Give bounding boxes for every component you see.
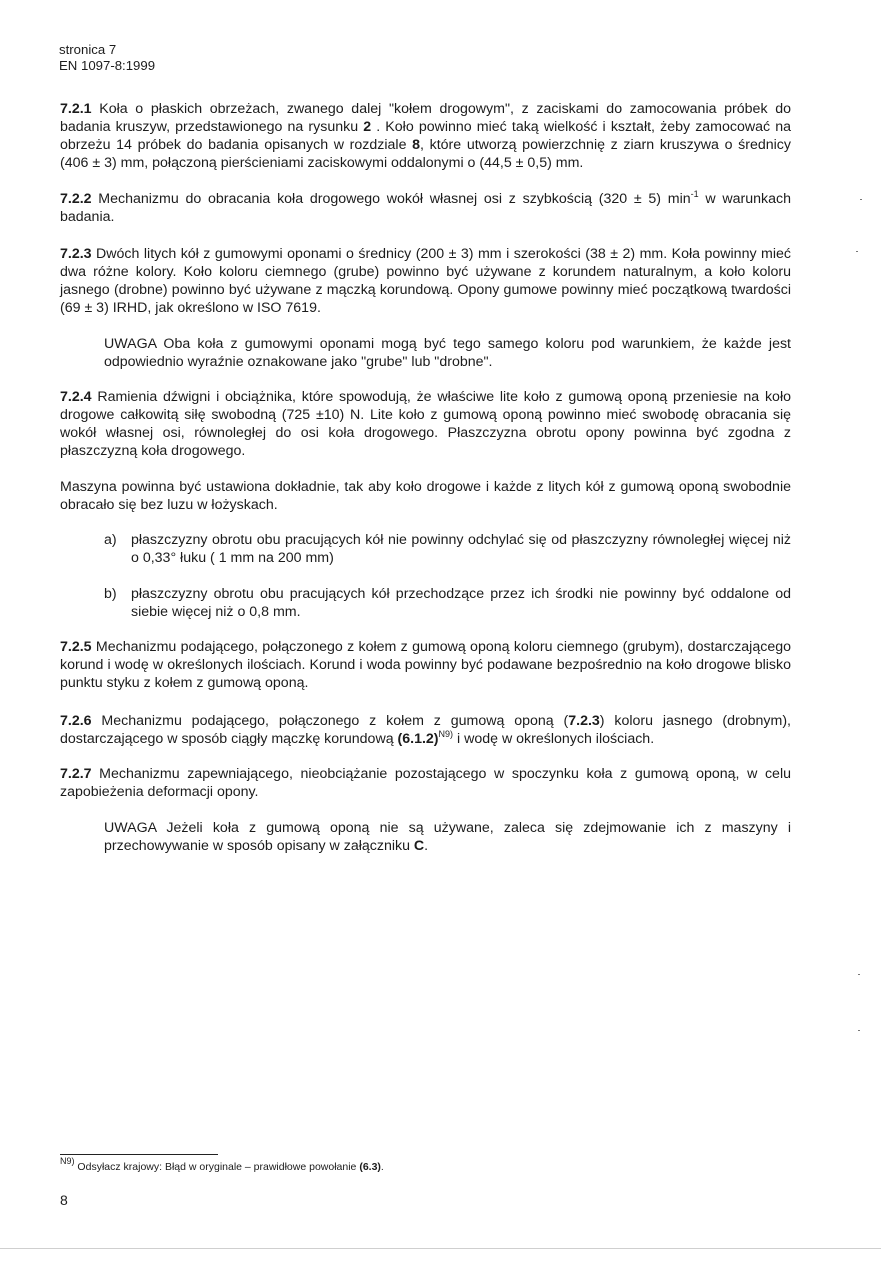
chapter-ref: 8 xyxy=(412,137,421,153)
footnote-divider xyxy=(60,1154,218,1155)
section-number: 7.2.4 xyxy=(60,389,92,405)
page-header xyxy=(59,42,155,74)
section-7-2-1: 7.2.1 Koła o płaskich obrzeżach, zwanego dalej "kołem drogowym", z zaciskami do zamocowania próbek do badania kruszyw, przedstawionego na rysunku 2 . Koło powinno mieć taką wielkość i kształt, żeby zamocować na obrzeżu 14 próbek do badania opisanych w rozdziale 8, które utworzą powierzchnię z ziarn kruszywa o średnicy (406 ± 3) mm, połączoną pierścieniami zaciskowymi oddalonymi o (44,5 ± 0,5) mm. xyxy=(60,101,791,171)
section-7-2-6: 7.2.6 Mechanizmu podającego, połączonego z kołem z gumową oponą (7.2.3) koloru jasnego (drobnym), dostarczającego w sposób ciągły mączkę korundową $(6.1.2)^{N9)}$ i wodę w określonych ilościach. xyxy=(60,713,791,747)
footnote-marker: N9) xyxy=(60,1156,75,1166)
section-7-2-7: 7.2.7 Mechanizmu zapewniającego, nieobciążanie pozostającego w spoczynku koła z gumową oponą, w celu zapobieżenia deformacji opony. xyxy=(60,766,791,800)
section-number: 7.2.7 xyxy=(60,766,92,782)
footnote: $^{N9)}$ Odsyłacz krajowy: Błąd w oryginale – prawidłowe powołanie (6.3). xyxy=(60,1156,384,1173)
section-number: 7.2.2 xyxy=(60,191,92,207)
section-7-2-2: 7.2.2 Mechanizmu do obracania koła drogowego wokół własnej osi z szybkością (320 ± 5) $\min^{-1} w$ warunkach badania. xyxy=(60,189,791,225)
footnote-marker: N9) xyxy=(438,729,454,739)
section-ref: (6.1.2) xyxy=(397,731,439,747)
section-ref: (6.3) xyxy=(359,1161,381,1173)
list-item xyxy=(104,531,791,567)
section-7-2-5: 7.2.5 Mechanizmu podającego, połączonego z kołem z gumową oponą koloru ciemnego (grubym), dostarczającego korund i wodę w określonych ilościach. Korund i woda powinny być podawane bezpośrednio na koło drogowe blisko punktu styku z kołem z gumową oponą. xyxy=(60,639,791,691)
section-number: 7.2.5 xyxy=(60,639,92,655)
page-number: 8 xyxy=(60,1192,68,1208)
note-wheel-colors: UWAGA Oba koła z gumowymi oponami mogą być tego samego koloru pod warunkiem, że każde jest odpowiednio wyraźnie oznakowane jako "grube" lub "drobne". xyxy=(104,336,791,370)
section-7-2-4: 7.2.4 Ramienia dźwigni i obciążnika, które spowodują, że właściwe lite koło z gumową oponą przeniesie na koło drogowe całkowitą siłę swobodną (725 ±10) N. Lite koło z gumową oponą powinno mieć swobodę obracania się wokół własnej osi, równoległej do osi koła drogowego. Płaszczyzna obrotu opony powinna być zgodna z płaszczyzną koła drogowego. xyxy=(60,389,791,459)
standard-number: EN 1097-8:1999 xyxy=(59,58,156,73)
list-item xyxy=(104,585,791,621)
section-ref: 7.2.3 xyxy=(568,713,600,729)
section-number: 7.2.3 xyxy=(60,246,92,262)
note-storage: UWAGA Jeżeli koła z gumową oponą nie są używane, zaleca się zdejmowanie ich z maszyny i przechowywanie w sposób opisany w załączniku C. xyxy=(104,820,791,854)
scan-speck xyxy=(858,1030,860,1031)
paragraph-machine-setup: Maszyna powinna być ustawiona dokładnie, tak aby koło drogowe i każde z litych kół z gumową oponą swobodnie obracało się bez luzu w łożyskach. xyxy=(60,479,791,513)
scan-speck xyxy=(858,974,860,975)
page-label: stronica 7 xyxy=(59,42,117,57)
scan-edge xyxy=(0,1248,881,1249)
list-item-text: płaszczyzny obrotu obu pracujących kół przechodzące przez ich środki nie powinny być oddalone od siebie więcej niż o 0,8 mm. xyxy=(131,586,791,620)
section-number: 7.2.6 xyxy=(60,713,92,729)
scan-speck xyxy=(860,199,862,200)
annex-ref: C xyxy=(413,838,425,854)
scan-speck xyxy=(856,251,858,252)
list-item-label: b) xyxy=(104,586,117,602)
figure-ref: 2 xyxy=(363,119,372,135)
list-item-text: płaszczyzny obrotu obu pracujących kół nie powinny odchylać się od płaszczyzny równoległej więcej niż o 0,33° łuku ( 1 mm na 200 mm) xyxy=(131,532,791,566)
section-7-2-3: 7.2.3 Dwóch litych kół z gumowymi oponami o średnicy (200 ± 3) mm i szerokości (38 ± 2) mm. Koła powinny mieć dwa różne kolory. Koło koloru ciemnego (grube) powinno być używane z korundem naturalnym, a koło koloru jasnego (drobne) powinno być używane z mączką korundową. Opony gumowe powinny mieć początkową twardości (69 ± 3) IRHD, jak określono w ISO 7619. xyxy=(60,246,791,316)
list-item-label: a) xyxy=(104,532,117,548)
section-number: 7.2.1 xyxy=(60,101,92,117)
